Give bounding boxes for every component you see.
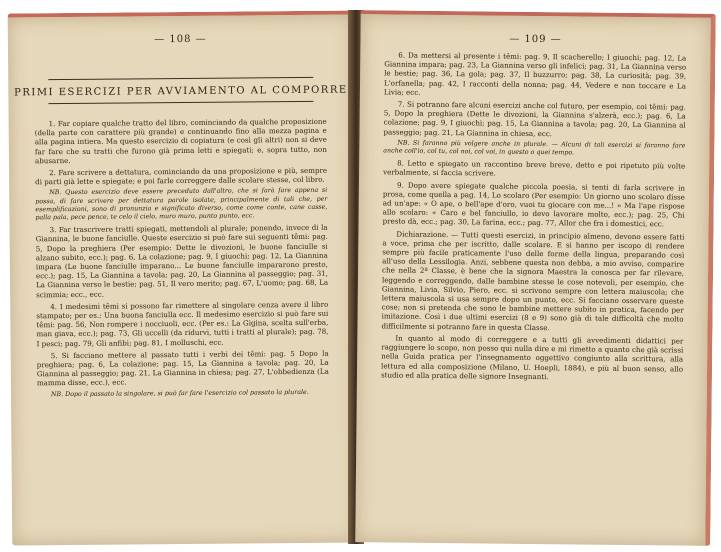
paragraph-1: 1. Far copiare qualche tratto del libro, cominciando da qualche proposizione (della parte con carattere più grande) e continuando fino alla mezza pagina e alla pagina intiera. Ma questo esercizio di copiatura (e così gli altri) non si deve far fare che su tratti che furono già prima letti e spiegati; e, sopra tutto, non abusarne. <box>34 116 327 166</box>
right-page <box>355 10 716 546</box>
left-page <box>8 11 358 546</box>
title-rule-top <box>48 77 313 80</box>
paragraph-2: 2. Fare scrivere a dettatura, cominciando da una proposizione e più, sempre di parti già lette e spiegate; e poi farle correggere dalle scolare stesse, col libro. <box>35 165 328 187</box>
chapter-title: PRIMI ESERCIZI PER AVVIAMENTO AL COMPORRE <box>14 84 348 99</box>
paragraph-6: 6. Da mettersi al presente i têmi: pag. 9, Il scacherello; I giuochi; pag. 12, La Giannina impara; pag. 23, La Giannina verso gli infelici; pag. 31, La Giannina verso le bestie; pag. 36, La gola; pag. 37, Il buzzurro; pag. 38, La curiosità; pag. 39, L'orfanella; pag. 42, I racconti della nonna; pag. 44, Vedere e non toccare e La Livia; ecc. <box>383 50 687 97</box>
paragraph-3: 3. Far trascrivere tratti spiegati, mettendoli al plurale; ponendo, invece di la Giannina, le buone fanciulle. Queste esercizio si può fare sui seguenti têmi: pag. 5, Dopo la preghiera (Per esempio: Dette le divozioni, le buone fanciulle si alzano subito, ecc.); pag. 6, La colazione; pag. 9, I giuochi; pag. 12, La Giannina impara (Le buone fanciulle imparano... Le buone fanciulle impararono presto, ecc.); pag. 15, La Giannina a tavola; pag. 20, La Giannina al passeggio; pag. 31, La Giannina verso le bestie; pag. 51, Il vero merito; pag. 67, L'uomo; pag. 68, La scimmia; ecc., ecc. <box>35 222 329 299</box>
page-number-left: — 108 — <box>154 33 207 46</box>
note-paragraph: NB. Si faranno più volgere anche in plurale. — Alcuni di tali esercizi si faranno fare anche coll'io, col tu, col noi, col voi, in questo o quei tempo. <box>383 139 686 157</box>
left-page-body <box>35 117 329 402</box>
note-paragraph: NB. Questo esercizio deve essere preceduto dall'altro, che si farà fare appena si possa, di fare scrivere per dettatura parole isolate, principalmente di tali che, per esemplificazioni, sono di pronunzia e significato diverso, come come conte, cane casse, palla pala, pece pence, te celo il cielo, muro muro, punto punto, ecc. <box>35 187 328 222</box>
title-rule-bottom <box>48 101 313 104</box>
note-paragraph: NB. Dopo il passato la singolare, si può far fare l'esercizio col passato la plurale. <box>50 388 309 398</box>
paragraph-4: 4. I medesimi têmi si possono far rimettere al singolare cenza avere il libro stampato; per es.: Una buona fanciulla ecc. Il medesimo esercizio si può fare sui têmi: pag. 56, Non rompere i nocciuoli, ecc. (Per es.: La Gigina, scelta sull'erba, man giava, ecc.); pag. 73, Gli uccelli (da ridurvi, tutti i tratti al plurale); pag. 78, I pesci; pag. 79, Gli anfibi; pag. 81, I molluschi, ecc. <box>36 299 329 348</box>
paragraph-8: 8. Letto e spiegato un raccontino breve breve, detto e poi ripetuto più volte verbalmente, si faccia scrivere. <box>383 158 686 179</box>
paragraph-9: 9. Dopo avere spiegate qualche piccola poesia, si tenti di farla scrivere in prosa, come quella a pag. 14, Lo scolaro (Per esempio: Un giorno uno scolaro disse ad un'ape: « O ape, o bell'ape d'oro, vuoi tu giocare con me...! » Ma l'ape rispose allo scolaro: « Caro e bel fanciullo, io devo lavorare molto, ecc.); pag. 25, Chi presto dà, ecc.; pag. 30, La farina, ecc.; pag. 77, Allor che fra i domestici, ecc. <box>382 180 686 229</box>
declaration-paragraph: Dichiarazione. — Tutti questi esercizi, in principio almeno, devono essere fatti a voce, prima che per iscritto, dalle scolare. E si hanno per iscopo di rendere sempre più facile praticamente l'uso delle forme della lingua, preparando così all'uso della Lessilogia. Anzi, sebbene questa non debba, a mio avviso, comparire che nella 2ª Classe, è bene che la signora Maestra la conosca per far rilevare, leggendo e correggendo, dalle bambine stesse le cose notevoli, per esempio, che Giannina, Livia, Silvio, Piero, ecc. si scrivono sempre con lettera maiuscola; che lettera maiuscola si usa sempre dopo un punto, ecc. Si facciano osservare queste cose; non si pretenda che sono le bambine mettere subito in pratica, facendo per imitazione. Così i due ultimi esercizi (8 e 9) sono già di tale difficoltà che molto difficilmente si potranno fare in questa Classe. <box>381 229 685 332</box>
right-page-body <box>381 50 686 385</box>
closing-paragraph: In quanto al modo di correggere e a tutti gli avvedimenti didattici per raggiungere lo scopo, non posso qui nulla dire e mi rimetto a quanto che già scrissi nella Guida pratica per l'insegnamento oggettivo congiunto alla scrittura, alla lettura ed alla composizione (Milano, U. Hoepli, 1884), e più al buon senso, allo studio ed alla pratica delle signore Insegnanti. <box>380 333 684 381</box>
paragraph-7: 7. Si potranno fare alcuni esercizi anche col futuro, per esempio, coi têmi: pag. 5, Dopo la preghiera (Dette le divozioni, la Giannina s'alzerà, ecc.); pag. 6, La colazione; pag. 9, I giuochi; pag. 15, La Giannina a tavola; pag. 20, La Giannina al passeggio; pag. 21, La Giannina in chiesa, ecc. <box>383 99 686 138</box>
paragraph-5: 5. Si facciano mettere al passato tutti i verbi dei têmi: pag. 5 Dopo la preghiera; pag. 6, La colazione; pag. 15, La Giannina a tavola; pag. 20, La Giannina al passeggio; pag. 21, La Giannina in chiesa; pag. 27, L'obbedienza (La mamma disse, ecc.), ecc. <box>36 348 329 388</box>
page-number-right: — 109 — <box>509 33 562 46</box>
